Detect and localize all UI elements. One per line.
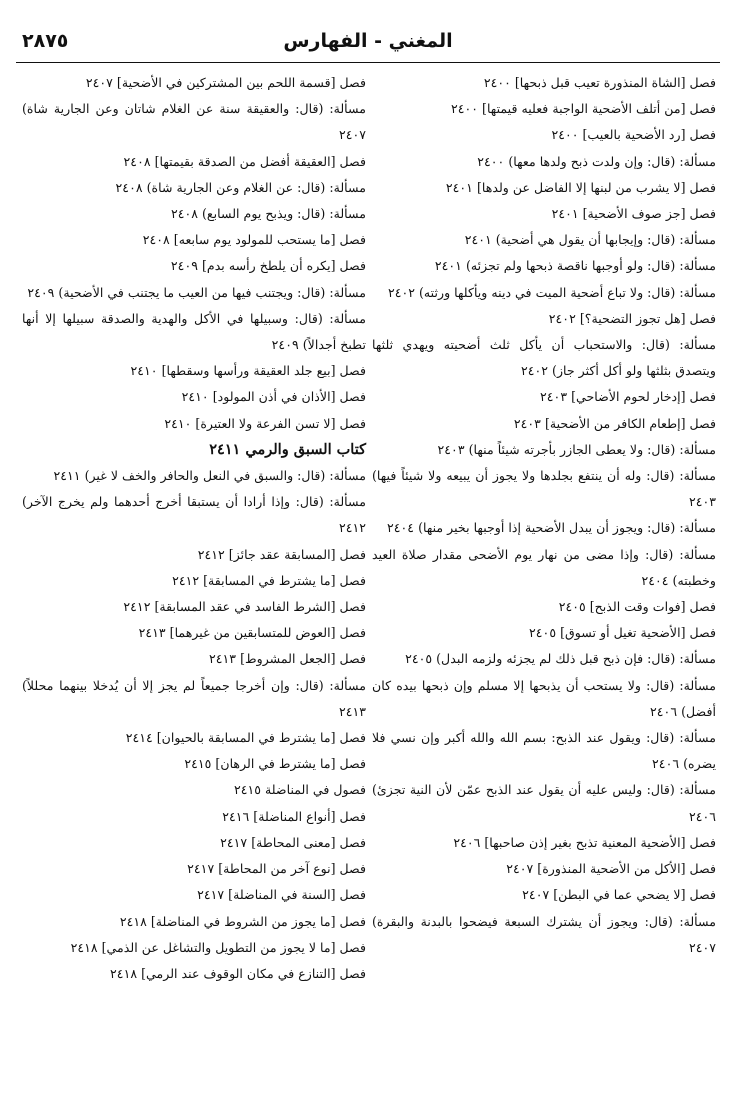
index-entry: فصول في المناضلة ٢٤١٥ <box>233 782 366 798</box>
index-entry: مسألة: (قال: عن الغلام وعن الجارية شاة) ٢٤٠٨ <box>115 179 366 195</box>
index-entry: فصل [جز صوف الأضحية] ٢٤٠١ <box>551 206 716 222</box>
index-entry: فصل [ما لا يجوز من التطويل والتشاغل عن الذمي] ٢٤١٨ <box>70 939 366 955</box>
index-entry: فصل [الشاة المنذورة تعيب قبل ذبحها] ٢٤٠٠ <box>483 75 716 90</box>
index-entry: مسألة: (قال: وإن أخرجا جميعاً لم يجز إلا أن يُدخلا بينهما محللاً) ٢٤١٣ <box>22 677 366 719</box>
index-entry: فصل [ما يستحب للمولود يوم سابعه] ٢٤٠٨ <box>142 232 366 248</box>
index-entry: فصل [ما يجوز من الشروط في المناضلة] ٢٤١٨ <box>119 913 366 929</box>
index-entry: فصل [العقيقة أفضل من الصدقة بقيمتها] ٢٤٠٨ <box>123 153 366 169</box>
index-entry: فصل [الشرط الفاسد في عقد المسابقة] ٢٤١٢ <box>123 599 366 615</box>
index-entry: فصل [هل تجوز التضحية؟] ٢٤٠٢ <box>548 310 716 326</box>
index-entry: مسألة: (قال: ولا تباع أضحية الميت في دينه ويأكلها ورثته) ٢٤٠٢ <box>387 284 716 300</box>
index-entry: مسألة: (قال: والعقيقة سنة عن الغلام شاتان وعن الجارية شاة) ٢٤٠٧ <box>22 101 366 143</box>
index-entry: فصل [رد الأضحية بالعيب] ٢٤٠٠ <box>551 127 716 143</box>
index-entry: فصل [التنازع في مكان الوقوف عند الرمي] ٢٤١٨ <box>110 965 366 981</box>
index-entry: فصل [لا يشرب من لبنها إلا الفاضل عن ولدها] ٢٤٠١ <box>445 179 716 195</box>
index-entry: مسألة: (قال: وإيجابها أن يقول هي أضحية) ٢٤٠١ <box>464 232 716 248</box>
index-entry: مسألة: (قال: وإن ولدت ذبح ولدها معها) ٢٤٠٠ <box>477 153 716 169</box>
index-entry: فصل [معنى المحاطة] ٢٤١٧ <box>220 834 366 850</box>
index-entry: مسألة: (قال: ويقول عند الذبح: بسم الله والله أكبر وإن نسي فلا يضره) ٢٤٠٦ <box>372 730 716 772</box>
index-entry: مسألة: (قال: ولا يستحب أن يذبحها إلا مسلم وإن ذبحها بيده كان أفضل) ٢٤٠٦ <box>372 677 716 719</box>
index-entry: فصل [فوات وقت الذبح] ٢٤٠٥ <box>558 599 716 615</box>
index-entry: فصل [العوض للمتسابقين من غيرهما] ٢٤١٣ <box>138 625 366 641</box>
index-entry: فصل [الأكل من الأضحية المنذورة] ٢٤٠٧ <box>506 861 716 877</box>
index-entry: مسألة: (قال: والسبق في النعل والحافر والخف لا غير) ٢٤١١ <box>53 468 366 484</box>
page-header <box>16 30 720 60</box>
index-entry: فصل [يكره أن يلطخ رأسه بدم] ٢٤٠٩ <box>170 258 366 274</box>
index-entry: مسألة: (قال: وليس عليه أن يقول عند الذبح عمّن لأن النية تجزئ) ٢٤٠٦ <box>372 782 716 824</box>
index-entry: فصل [المسابقة عقد جائز] ٢٤١٢ <box>197 546 366 562</box>
index-entry: فصل [لا تسن الفرعة ولا العتيرة] ٢٤١٠ <box>164 415 366 431</box>
index-column-left <box>22 70 366 987</box>
index-entry: فصل [أنواع المناضلة] ٢٤١٦ <box>222 808 366 824</box>
index-entry: فصل [نوع آخر من المحاطة] ٢٤١٧ <box>187 861 366 877</box>
book-heading: كتاب السبق والرمي ٢٤١١ <box>209 440 366 458</box>
index-entry: فصل [الأذان في أذن المولود] ٢٤١٠ <box>181 389 366 405</box>
index-entry: مسألة: (قال: ويجوز أن يشترك السبعة فيضحوا بالبدنة والبقرة) ٢٤٠٧ <box>372 913 716 955</box>
index-entry: مسألة: (قال: والاستحباب أن يأكل ثلث أضحيته ويهدي ثلثها ويتصدق بثلثها ولو أكل أكثر جاز) ٢٤٠٢ <box>372 337 716 379</box>
index-column-right <box>372 70 716 961</box>
index-entry: فصل [ما يشترط في المسابقة] ٢٤١٢ <box>172 572 366 588</box>
index-entry: مسألة: (قال: ويجتنب فيها من العيب ما يجتنب في الأضحية) ٢٤٠٩ <box>27 284 366 300</box>
index-entry: مسألة: (قال: وسبيلها في الأكل والهدية والصدقة سبيلها إلا أنها تطبخ أجدالاً) ٢٤٠٩ <box>22 310 366 353</box>
index-entry: مسألة: (قال: ويذبح يوم السابع) ٢٤٠٨ <box>170 206 366 222</box>
index-entry: فصل [الأضحية المعنية تذبح بغير إذن صاحبها] ٢٤٠٦ <box>453 834 716 850</box>
index-entry: مسألة: (قال: ويجوز أن يبدل الأضحية إذا أوجبها بخير منها) ٢٤٠٤ <box>387 520 716 536</box>
page-number: ٢٨٧٥ <box>22 30 69 52</box>
index-entry: فصل [قسمة اللحم بين المشتركين في الأضحية] ٢٤٠٧ <box>85 75 366 90</box>
index-entry: مسألة: (قال: وإذا مضى من نهار يوم الأضحى مقدار صلاة العيد وخطبته) ٢٤٠٤ <box>372 546 716 588</box>
index-entry: فصل [السنة في المناضلة] ٢٤١٧ <box>197 887 366 903</box>
header-rule <box>16 62 720 63</box>
index-entry: مسألة: (قال: وله أن ينتفع بجلدها ولا يجوز أن يبيعه ولا شيئاً فيها) ٢٤٠٣ <box>372 468 716 510</box>
index-entry: مسألة: (قال: وإذا أرادا أن يستبقا أخرج أحدهما ولم يخرج الآخر) ٢٤١٢ <box>22 494 366 536</box>
index-entry: فصل [ما يشترط في الرهان] ٢٤١٥ <box>184 756 366 772</box>
index-entry: فصل [ما يشترط في المسابقة بالحيوان] ٢٤١٤ <box>125 730 366 746</box>
index-entry: مسألة: (قال: ولو أوجبها ناقصة ذبحها ولم تجزئه) ٢٤٠١ <box>434 258 716 274</box>
index-entry: فصل [الجعل المشروط] ٢٤١٣ <box>209 651 366 667</box>
index-entry: مسألة: (قال: ولا يعطى الجازر بأجرته شيئاً منها) ٢٤٠٣ <box>437 441 716 457</box>
index-entry: فصل [إطعام الكافر من الأضحية] ٢٤٠٣ <box>513 415 716 431</box>
index-entry: فصل [بيع جلد العقيقة ورأسها وسقطها] ٢٤١٠ <box>130 363 366 379</box>
index-entry: فصل [إدخار لحوم الأضاحي] ٢٤٠٣ <box>540 389 716 405</box>
index-entry: فصل [من أتلف الأضحية الواجبة فعليه قيمتها] ٢٤٠٠ <box>450 101 716 117</box>
running-title: المغني - الفهارس <box>283 30 453 52</box>
index-entry: فصل [الأضحية تغيل أو تسوق] ٢٤٠٥ <box>529 625 716 641</box>
index-entry: مسألة: (قال: فإن ذبح قبل ذلك لم يجزئه ولزمه البدل) ٢٤٠٥ <box>405 651 716 667</box>
index-entry: فصل [لا يضحي عما في البطن] ٢٤٠٧ <box>522 887 716 903</box>
